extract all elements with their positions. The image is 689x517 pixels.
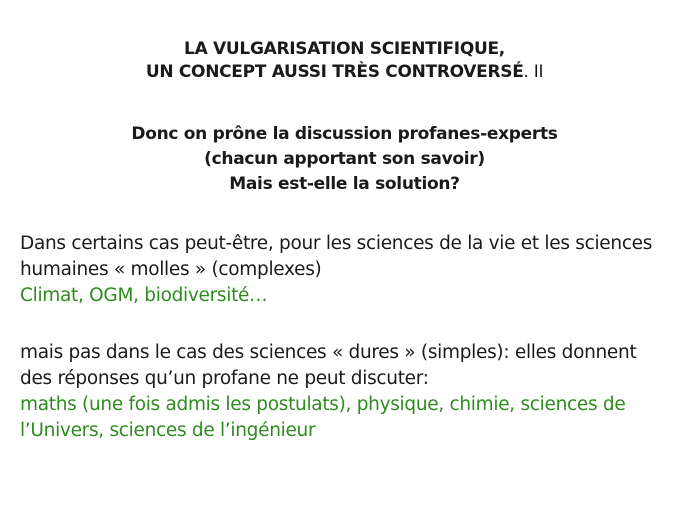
subtitle-line-3: Mais est-elle la solution? <box>229 174 460 194</box>
title-line-2 <box>0 61 689 84</box>
paragraph-2-highlight-line-2: l’Univers, sciences de l’ingénieur <box>20 420 316 441</box>
paragraph-1-line-1: Dans certains cas peut-être, pour les sciences de la vie et les sciences <box>20 233 653 254</box>
title-line-1: LA VULGARISATION SCIENTIFIQUE, <box>184 39 505 59</box>
title-line-2-main: UN CONCEPT AUSSI TRÈS CONTROVERSÉ <box>145 62 524 82</box>
paragraph-2 <box>20 340 680 444</box>
title-line-2-suffix: . II <box>523 62 544 82</box>
slide-title <box>0 38 689 84</box>
slide-subtitle <box>0 122 689 197</box>
subtitle-line-1: Donc on prône la discussion profanes-experts <box>131 124 558 144</box>
paragraph-2-line-1: mais pas dans le cas des sciences « dures » (simples): elles donnent <box>20 342 637 363</box>
paragraph-2-highlight-line-1: maths (une fois admis les postulats), physique, chimie, sciences de <box>20 394 626 415</box>
paragraph-1-line-2: humaines « molles » (complexes) <box>20 259 322 280</box>
paragraph-2-line-2: des réponses qu’un profane ne peut discuter: <box>20 368 429 389</box>
paragraph-1 <box>20 231 680 309</box>
paragraph-1-highlight: Climat, OGM, biodiversité… <box>20 285 268 306</box>
subtitle-line-2: (chacun apportant son savoir) <box>204 149 485 169</box>
